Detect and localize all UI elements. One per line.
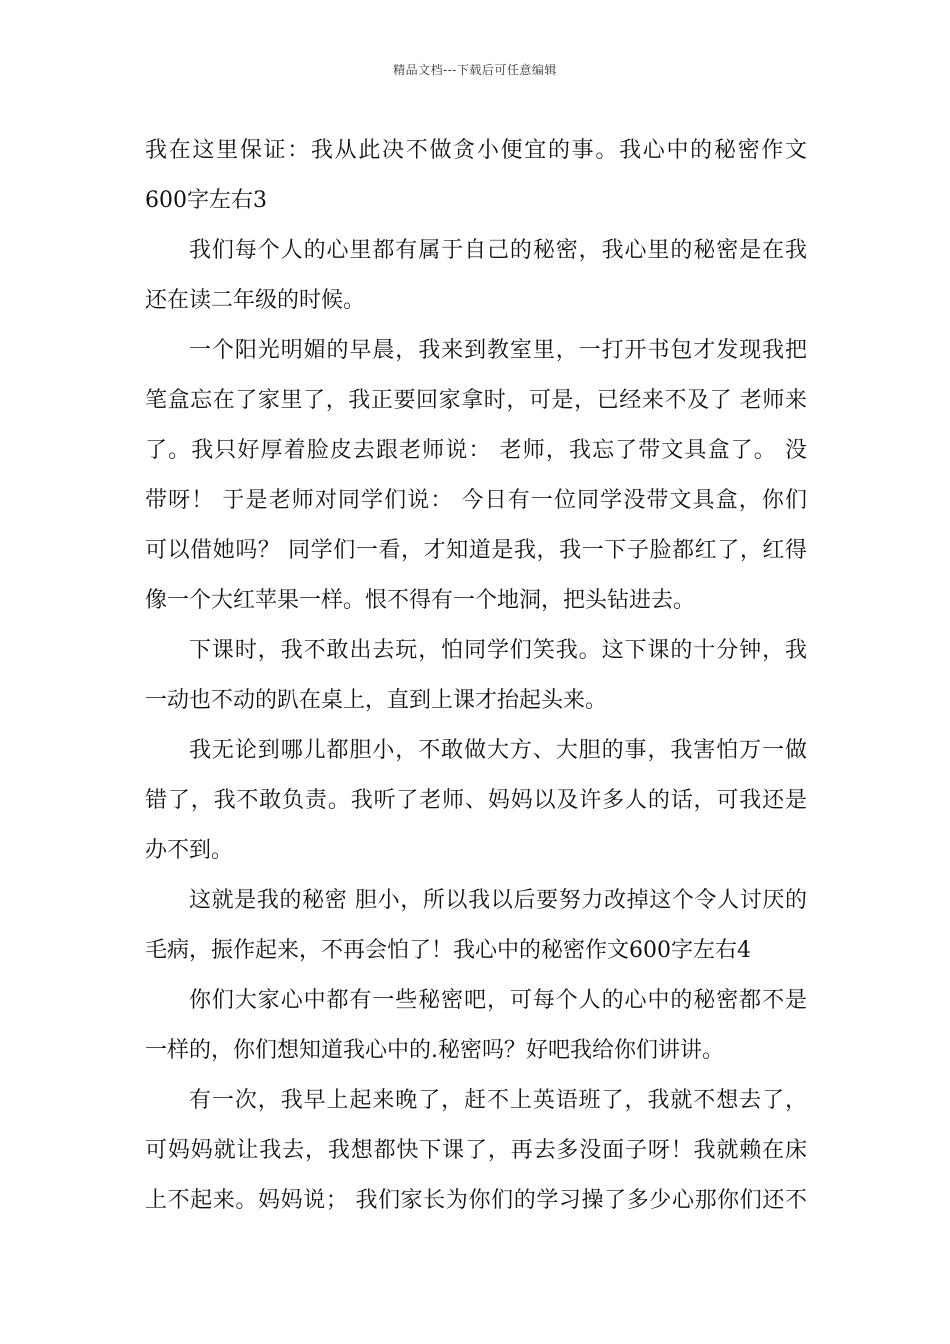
- text-line: 一个阳光明媚的早晨，我来到教室里，一打开书包才发现我把: [189, 338, 807, 363]
- text-line: 上不起来。妈妈说； 我们家长为你们的学习操了多少心那你们还不: [145, 1188, 807, 1213]
- text-line: 600字左右3: [145, 188, 267, 213]
- document-body: [145, 126, 807, 1226]
- text-line: 像一个大红苹果一样。恨不得有一个地洞，把头钻进去。: [145, 588, 696, 613]
- text-line: 这就是我的秘密 胆小，所以我以后要努力改掉这个令人讨厌的: [189, 888, 807, 913]
- text-line: 有一次，我早上起来晚了，赶不上英语班了，我就不想去了，: [189, 1088, 807, 1113]
- text-line: 一动也不动的趴在桌上，直到上课才抬起头来。: [145, 688, 608, 713]
- text-line: 了。我只好厚着脸皮去跟老师说： 老师，我忘了带文具盒了。 没: [145, 438, 807, 463]
- text-line: 带呀！ 于是老师对同学们说： 今日有一位同学没带文具盒，你们: [145, 488, 807, 513]
- text-line: 你们大家心中都有一些秘密吧，可每个人的心中的秘密都不是: [189, 988, 807, 1013]
- text-line: 可妈妈就让我去，我想都快下课了，再去多没面子呀！我就赖在床: [145, 1138, 807, 1163]
- text-line: 我无论到哪儿都胆小，不敢做大方、大胆的事，我害怕万一做: [189, 738, 807, 763]
- text-line: 下课时，我不敢出去玩，怕同学们笑我。这下课的十分钟，我: [189, 638, 807, 663]
- text-line: 笔盒忘在了家里了，我正要回家拿时，可是，已经来不及了 老师来: [145, 388, 807, 413]
- text-line: 错了，我不敢负责。我听了老师、妈妈以及许多人的话，可我还是: [145, 788, 807, 813]
- text-line: 可以借她吗？ 同学们一看，才知道是我，我一下子脸都红了，红得: [145, 538, 807, 563]
- text-line: 我们每个人的心里都有属于自己的秘密，我心里的秘密是在我: [189, 238, 807, 263]
- text-line: 办不到。: [145, 838, 234, 863]
- text-line: 还在读二年级的时候。: [145, 288, 366, 313]
- text-line: 毛病，振作起来，不再会怕了！我心中的秘密作文600字左右4: [145, 938, 751, 963]
- page-header: 精品文档---下载后可任意编辑: [393, 63, 557, 77]
- text-line: 一样的，你们想知道我心中的.秘密吗？好吧我给你们讲讲。: [145, 1038, 724, 1063]
- text-line: 我在这里保证：我从此决不做贪小便宜的事。我心中的秘密作文: [145, 138, 807, 163]
